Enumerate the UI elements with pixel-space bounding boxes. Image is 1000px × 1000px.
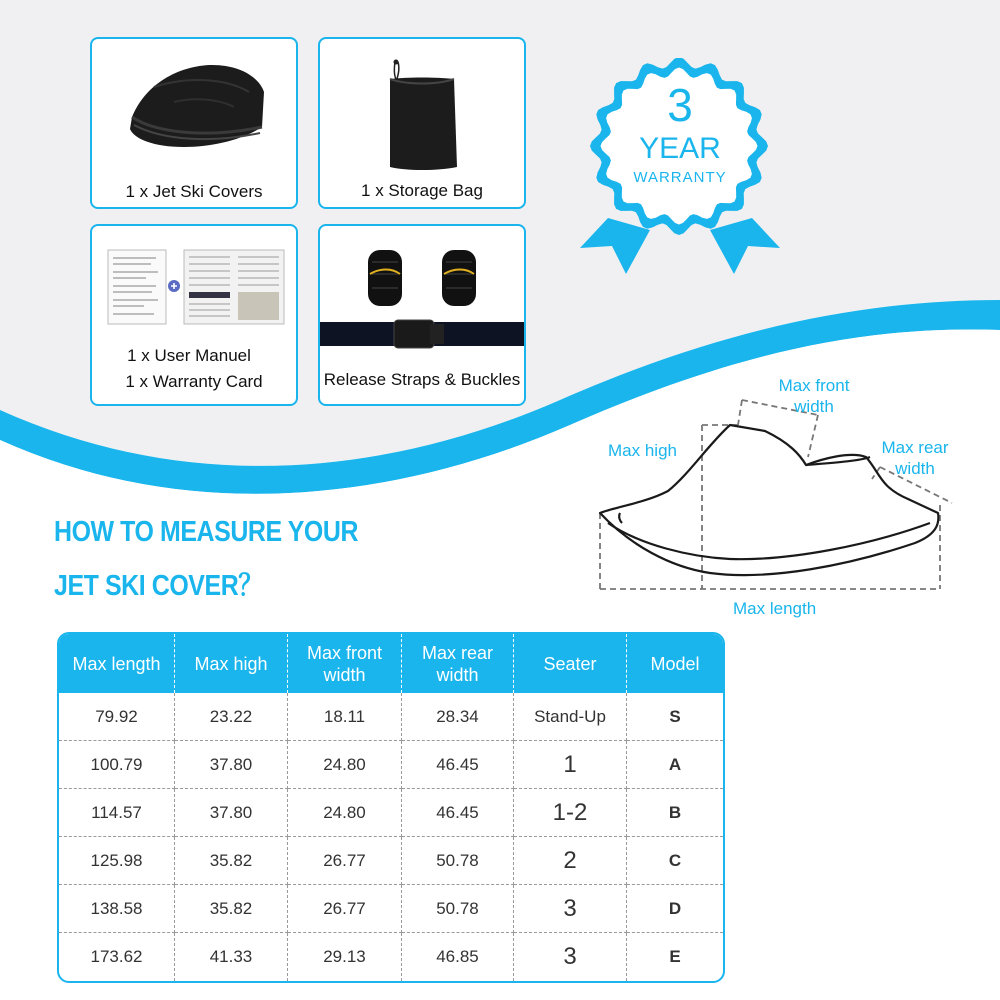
documents-image bbox=[106, 248, 286, 328]
warranty-number: 3 bbox=[667, 79, 693, 131]
accessory-label: 1 x Jet Ski Covers bbox=[125, 182, 263, 201]
table-cell-seater: Stand-Up bbox=[514, 693, 627, 741]
measure-heading-line2: JET SKI COVER？ bbox=[54, 570, 263, 602]
table-cell: 26.77 bbox=[288, 837, 402, 885]
table-cell: 28.34 bbox=[402, 693, 514, 741]
table-cell-seater: 1-2 bbox=[514, 789, 627, 837]
label-max-rear-width: Max rear width bbox=[881, 438, 949, 478]
table-cell-model: C bbox=[627, 837, 723, 885]
table-cell: 138.58 bbox=[59, 885, 175, 933]
table-cell: 114.57 bbox=[59, 789, 175, 837]
table-cell: 24.80 bbox=[288, 741, 402, 789]
table-cell: 46.45 bbox=[402, 741, 514, 789]
accessory-card-documents bbox=[90, 224, 298, 406]
table-cell: 35.82 bbox=[175, 885, 288, 933]
table-cell: 46.45 bbox=[402, 789, 514, 837]
table-cell-model: A bbox=[627, 741, 723, 789]
table-row bbox=[59, 837, 723, 885]
table-cell: 37.80 bbox=[175, 789, 288, 837]
measure-heading-line1: HOW TO MEASURE YOUR bbox=[54, 516, 359, 548]
accessory-label: Release Straps & Buckles bbox=[323, 370, 521, 389]
table-cell: 23.22 bbox=[175, 693, 288, 741]
label-max-length: Max length bbox=[733, 599, 817, 618]
straps-image bbox=[320, 244, 524, 356]
table-cell-model: B bbox=[627, 789, 723, 837]
table-header-cell: Seater bbox=[514, 634, 627, 693]
table-cell: 37.80 bbox=[175, 741, 288, 789]
table-cell: 29.13 bbox=[288, 933, 402, 981]
table-cell: 46.85 bbox=[402, 933, 514, 981]
warranty-badge bbox=[580, 58, 780, 283]
label-max-front-width: Max front width bbox=[778, 376, 850, 416]
accessory-card-bag bbox=[318, 37, 526, 209]
table-row bbox=[59, 741, 723, 789]
table-cell: 100.79 bbox=[59, 741, 175, 789]
table-cell-seater: 3 bbox=[514, 933, 627, 981]
accessory-label: 1 x User Manuel bbox=[127, 346, 251, 365]
table-cell: 50.78 bbox=[402, 885, 514, 933]
table-cell: 18.11 bbox=[288, 693, 402, 741]
table-header-cell: Max rear width bbox=[402, 634, 514, 693]
table-cell-seater: 3 bbox=[514, 885, 627, 933]
storage-bag-image bbox=[382, 57, 462, 173]
accessory-card-straps bbox=[318, 224, 526, 406]
table-header-cell: Model bbox=[627, 634, 723, 693]
table-cell: 173.62 bbox=[59, 933, 175, 981]
table-cell-model: E bbox=[669, 947, 681, 966]
accessory-card-cover bbox=[90, 37, 298, 209]
table-header-row bbox=[59, 634, 723, 693]
table-cell-seater: 2 bbox=[514, 837, 627, 885]
table-header-cell: Max length bbox=[59, 634, 175, 693]
table-cell: 41.33 bbox=[175, 933, 288, 981]
warranty-year: YEAR bbox=[639, 132, 721, 165]
table-cell-seater: 1 bbox=[514, 741, 627, 789]
jet-ski-diagram bbox=[590, 395, 960, 595]
table-cell-model: D bbox=[627, 885, 723, 933]
table-cell: 35.82 bbox=[175, 837, 288, 885]
accessory-label: 1 x Storage Bag bbox=[361, 181, 483, 200]
accessory-label: 1 x Warranty Card bbox=[125, 372, 263, 391]
table-header-cell: Max front width bbox=[288, 634, 402, 693]
folded-cover-image bbox=[124, 47, 269, 157]
table-cell: 125.98 bbox=[59, 837, 175, 885]
table-cell: 79.92 bbox=[59, 693, 175, 741]
table-row bbox=[59, 885, 723, 933]
table-header-cell: Max high bbox=[175, 634, 288, 693]
label-max-high: Max high bbox=[608, 441, 677, 460]
table-cell-model: S bbox=[627, 693, 723, 741]
warranty-word: WARRANTY bbox=[633, 169, 727, 186]
size-table bbox=[57, 632, 725, 983]
table-row bbox=[59, 789, 723, 837]
table-row bbox=[59, 693, 723, 741]
table-cell: 50.78 bbox=[402, 837, 514, 885]
table-row bbox=[59, 933, 723, 981]
table-cell: 24.80 bbox=[288, 789, 402, 837]
table-cell: 26.77 bbox=[288, 885, 402, 933]
